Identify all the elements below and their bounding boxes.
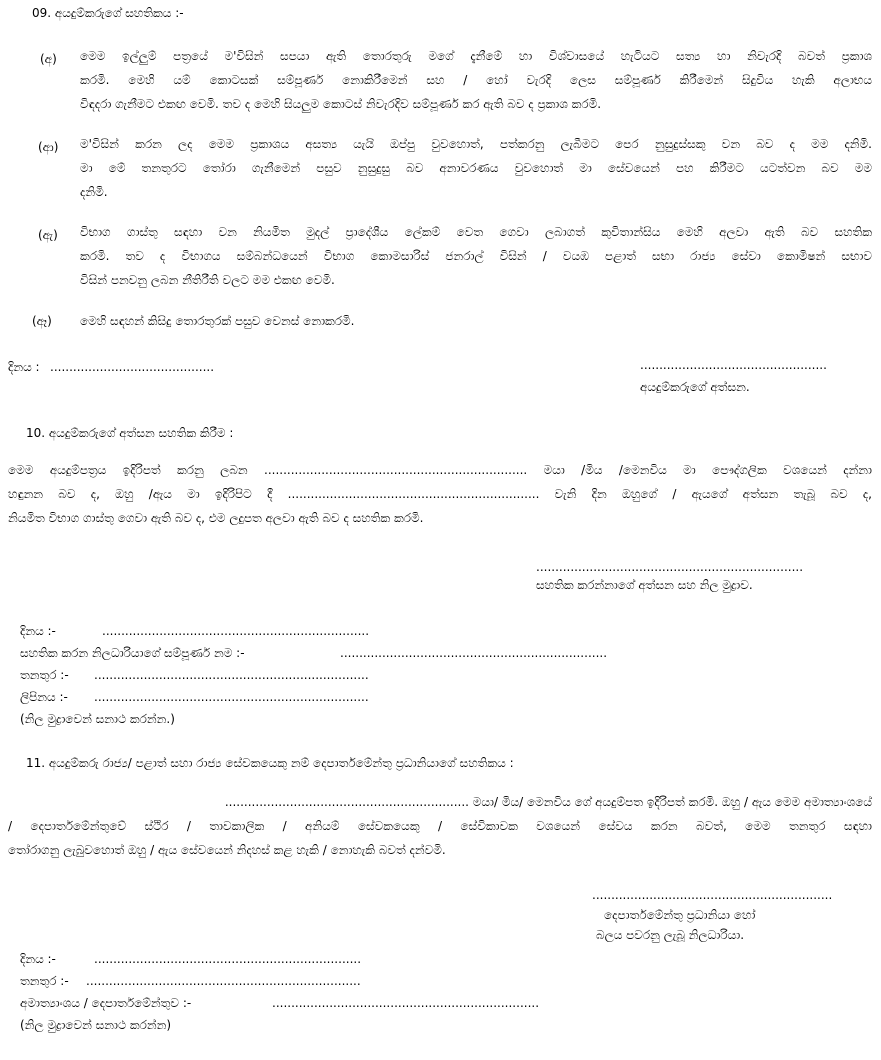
clause-aa-line: මා මේ තනතුරට තෝරා ගැනීමෙන් පසුව නුසුදුසු බව අනාවරණය වුවහොත් මා සේවයෙන් පහ කිරීමට යටත්වන බව මම — [80, 161, 872, 175]
s11-field-label: අමාත්‍යාංශය / දෙපාර්තමේන්තුව :- — [20, 996, 192, 1010]
s10-certification-text — [8, 458, 872, 530]
s11-line: තෝරාගනු ලැබුවහොත් ඔහු / ඇය සේවයෙන් නිදහස් කළ හැකි / නොහැකි බවත් දන්වමි. — [8, 843, 446, 857]
clause-aa-line: දනිමි. — [80, 185, 108, 199]
s10-field-label: තනතුර :- — [20, 668, 69, 682]
s10-line: මෙම අයදුම්පත්‍රය ඉදිරිපත් කරනු ලබන ..................................................................... මයා /මිය /මෙනවිය මා පෞද්ගලික වශයෙන් දන්නා — [8, 463, 872, 477]
clause-aee-text: මෙහි සඳහන් කිසිදු තොරතුරක් පසුව වෙනස් නොකරමි. — [80, 314, 355, 328]
clause-a-text — [80, 44, 872, 116]
clause-ae-line: විසින් පනවනු ලබන නීතිරීති වලට මම එකඟ වෙමි. — [80, 273, 335, 287]
clause-a-marker: (අ) — [40, 52, 57, 66]
certifier-signature-caption: සහතික කරන්නාගේ අත්සන සහ නිල මුද්‍රාව. — [536, 578, 753, 592]
s10-seal-note: (නිල මුද්‍රාවෙන් සනාථ කරන්න.) — [20, 712, 175, 726]
s10-address-field[interactable]: ........................................................................ — [94, 690, 369, 704]
clause-a-line: කරමි. මෙහි යම් කොටසක් සම්පූර්ණ නොකිරීමෙන් සහ / හෝ වැරදි ලෙස සම්පූර්ණ කිරීමෙන් සිදුවිය හැකි අලාභය — [80, 73, 872, 87]
dept-head-caption-2: බලය පවරනු ලැබූ නිලධාරියා. — [596, 928, 745, 942]
dept-head-caption-1: දෙපාර්තමේන්තු ප්‍රධානියා හෝ — [604, 908, 756, 922]
section-10-heading: 10. අයදුම්කරුගේ අත්සන සහතික කිරීම : — [26, 426, 234, 440]
clause-ae-text — [80, 220, 872, 292]
s10-line: හඳුනන බව ද, ඔහු /ඇය මා ඉදිරිපිට දී .................................................................. වැනි දින ඔහුගේ / ඇයගේ අත්සන තැබූ බව ද, — [8, 487, 872, 501]
s09-date-label: දිනය : — [8, 360, 40, 374]
s11-certification-text — [8, 790, 872, 862]
s11-line: / දෙපාර්තමේන්තුවේ ස්ථිර / තාවකාලික / අනියම් සේවකයෙකු / සේවිකාවක වශයෙන් සේවය කරන බවත්, මෙම තනතුර සඳහා — [8, 819, 872, 833]
s10-date-field[interactable]: ...................................................................... — [102, 624, 370, 638]
s11-line: ................................................................ මයා/ මිය/ මෙනවිය ගේ අයදුම්පත ඉදිරිපත් කරමි. ඔහු / ඇය මෙම අමාත්‍යාංශයේ — [224, 795, 872, 809]
clause-aa-line: ම'විසින් කරන ලද මෙම ප්‍රකාශය අසත්‍ය යැයි ඔප්පු වුවහොත්, පත්කරනු ලැබීමට පෙර නුසුදුස්සකු වන බව ද මම දනිමි. — [80, 137, 872, 151]
clause-ae-marker: (ඇ) — [38, 228, 58, 242]
s09-date-field[interactable]: ........................................... — [50, 360, 215, 374]
s10-field-label: දිනය :- — [20, 624, 56, 638]
certifier-signature-field[interactable]: ...................................................................... — [536, 560, 804, 574]
clause-aa-text — [80, 132, 872, 204]
s10-designation-field[interactable]: ........................................................................ — [94, 668, 369, 682]
clause-ae-line: කරමි. තව ද විභාගය සම්බන්ධයෙන් විභාග කොමසාරිස් ජනරාල් විසින් / වයඹ පළාත් සභා රාජ්‍ය සේවා කොමිෂන් සභාව — [80, 249, 872, 263]
s11-date-field[interactable]: ...................................................................... — [94, 952, 362, 966]
applicant-signature-field[interactable]: ................................................. — [640, 358, 827, 372]
section-11-heading: 11. අයදුම්කරු රාජ්‍ය/ පළාත් සහා රාජ්‍ය සේවකයෙකු නම් දෙපාර්තමේන්තු ප්‍රධානියාගේ සහතිකය : — [26, 756, 514, 770]
s11-seal-note: (නිල මුද්‍රාවෙන් සනාථ කරන්න) — [20, 1018, 172, 1032]
clause-a-line: විඳදරා ගැනීමට එකඟ වෙමි. තව ද මෙහි සියලුම කොටස් නිවැරදිව සම්පූර්ණ කර ඇති බව ද ප්‍රකාශ කරමි. — [80, 97, 602, 111]
s11-field-label: තනතුර :- — [20, 974, 69, 988]
s10-field-label: සහතික කරන නිලධාරියාගේ සම්පූර්ණ නම :- — [20, 646, 245, 660]
s10-officer-name-field[interactable]: ...................................................................... — [340, 646, 608, 660]
section-09-heading: 09. අයදුම්කරුගේ සහතිකය :- — [32, 6, 184, 20]
applicant-signature-caption: අයදුම්කරුගේ අත්සන. — [640, 380, 750, 394]
dept-head-signature-field[interactable]: ............................................................... — [592, 888, 833, 902]
s10-line: නියමිත විභාග ගාස්තු ගෙවා ඇති බව ද, එම ලදුපත අලවා ඇති බව ද සහතික කරමි. — [8, 511, 424, 525]
s11-field-label: දිනය :- — [20, 952, 56, 966]
clause-a-line: මෙම ඉල්ලුම් පත්‍රයේ ම'විසින් සපයා ඇති තොරතුරු මගේ දැනීමේ හා විශ්වාසයේ හැටියට සත්‍ය හා නිවැරදි බවත් ප්‍රකාශ — [80, 49, 872, 63]
clause-aa-marker: (ආ) — [38, 140, 59, 154]
clause-aee-marker: (ඈ) — [32, 314, 52, 328]
clause-ae-line: විභාග ගාස්තු සඳහා වන නියමිත මුදල් ප්‍රාදේශීය ලේකම් වෙත ගෙවා ලබාගත් කුවිතාන්සිය මෙහි අලවා ඇති බව සහතික — [80, 225, 872, 239]
s11-ministry-field[interactable]: ...................................................................... — [272, 996, 540, 1010]
s10-field-label: ලිපිනය :- — [20, 690, 68, 704]
s11-designation-field[interactable]: ........................................................................ — [86, 974, 361, 988]
